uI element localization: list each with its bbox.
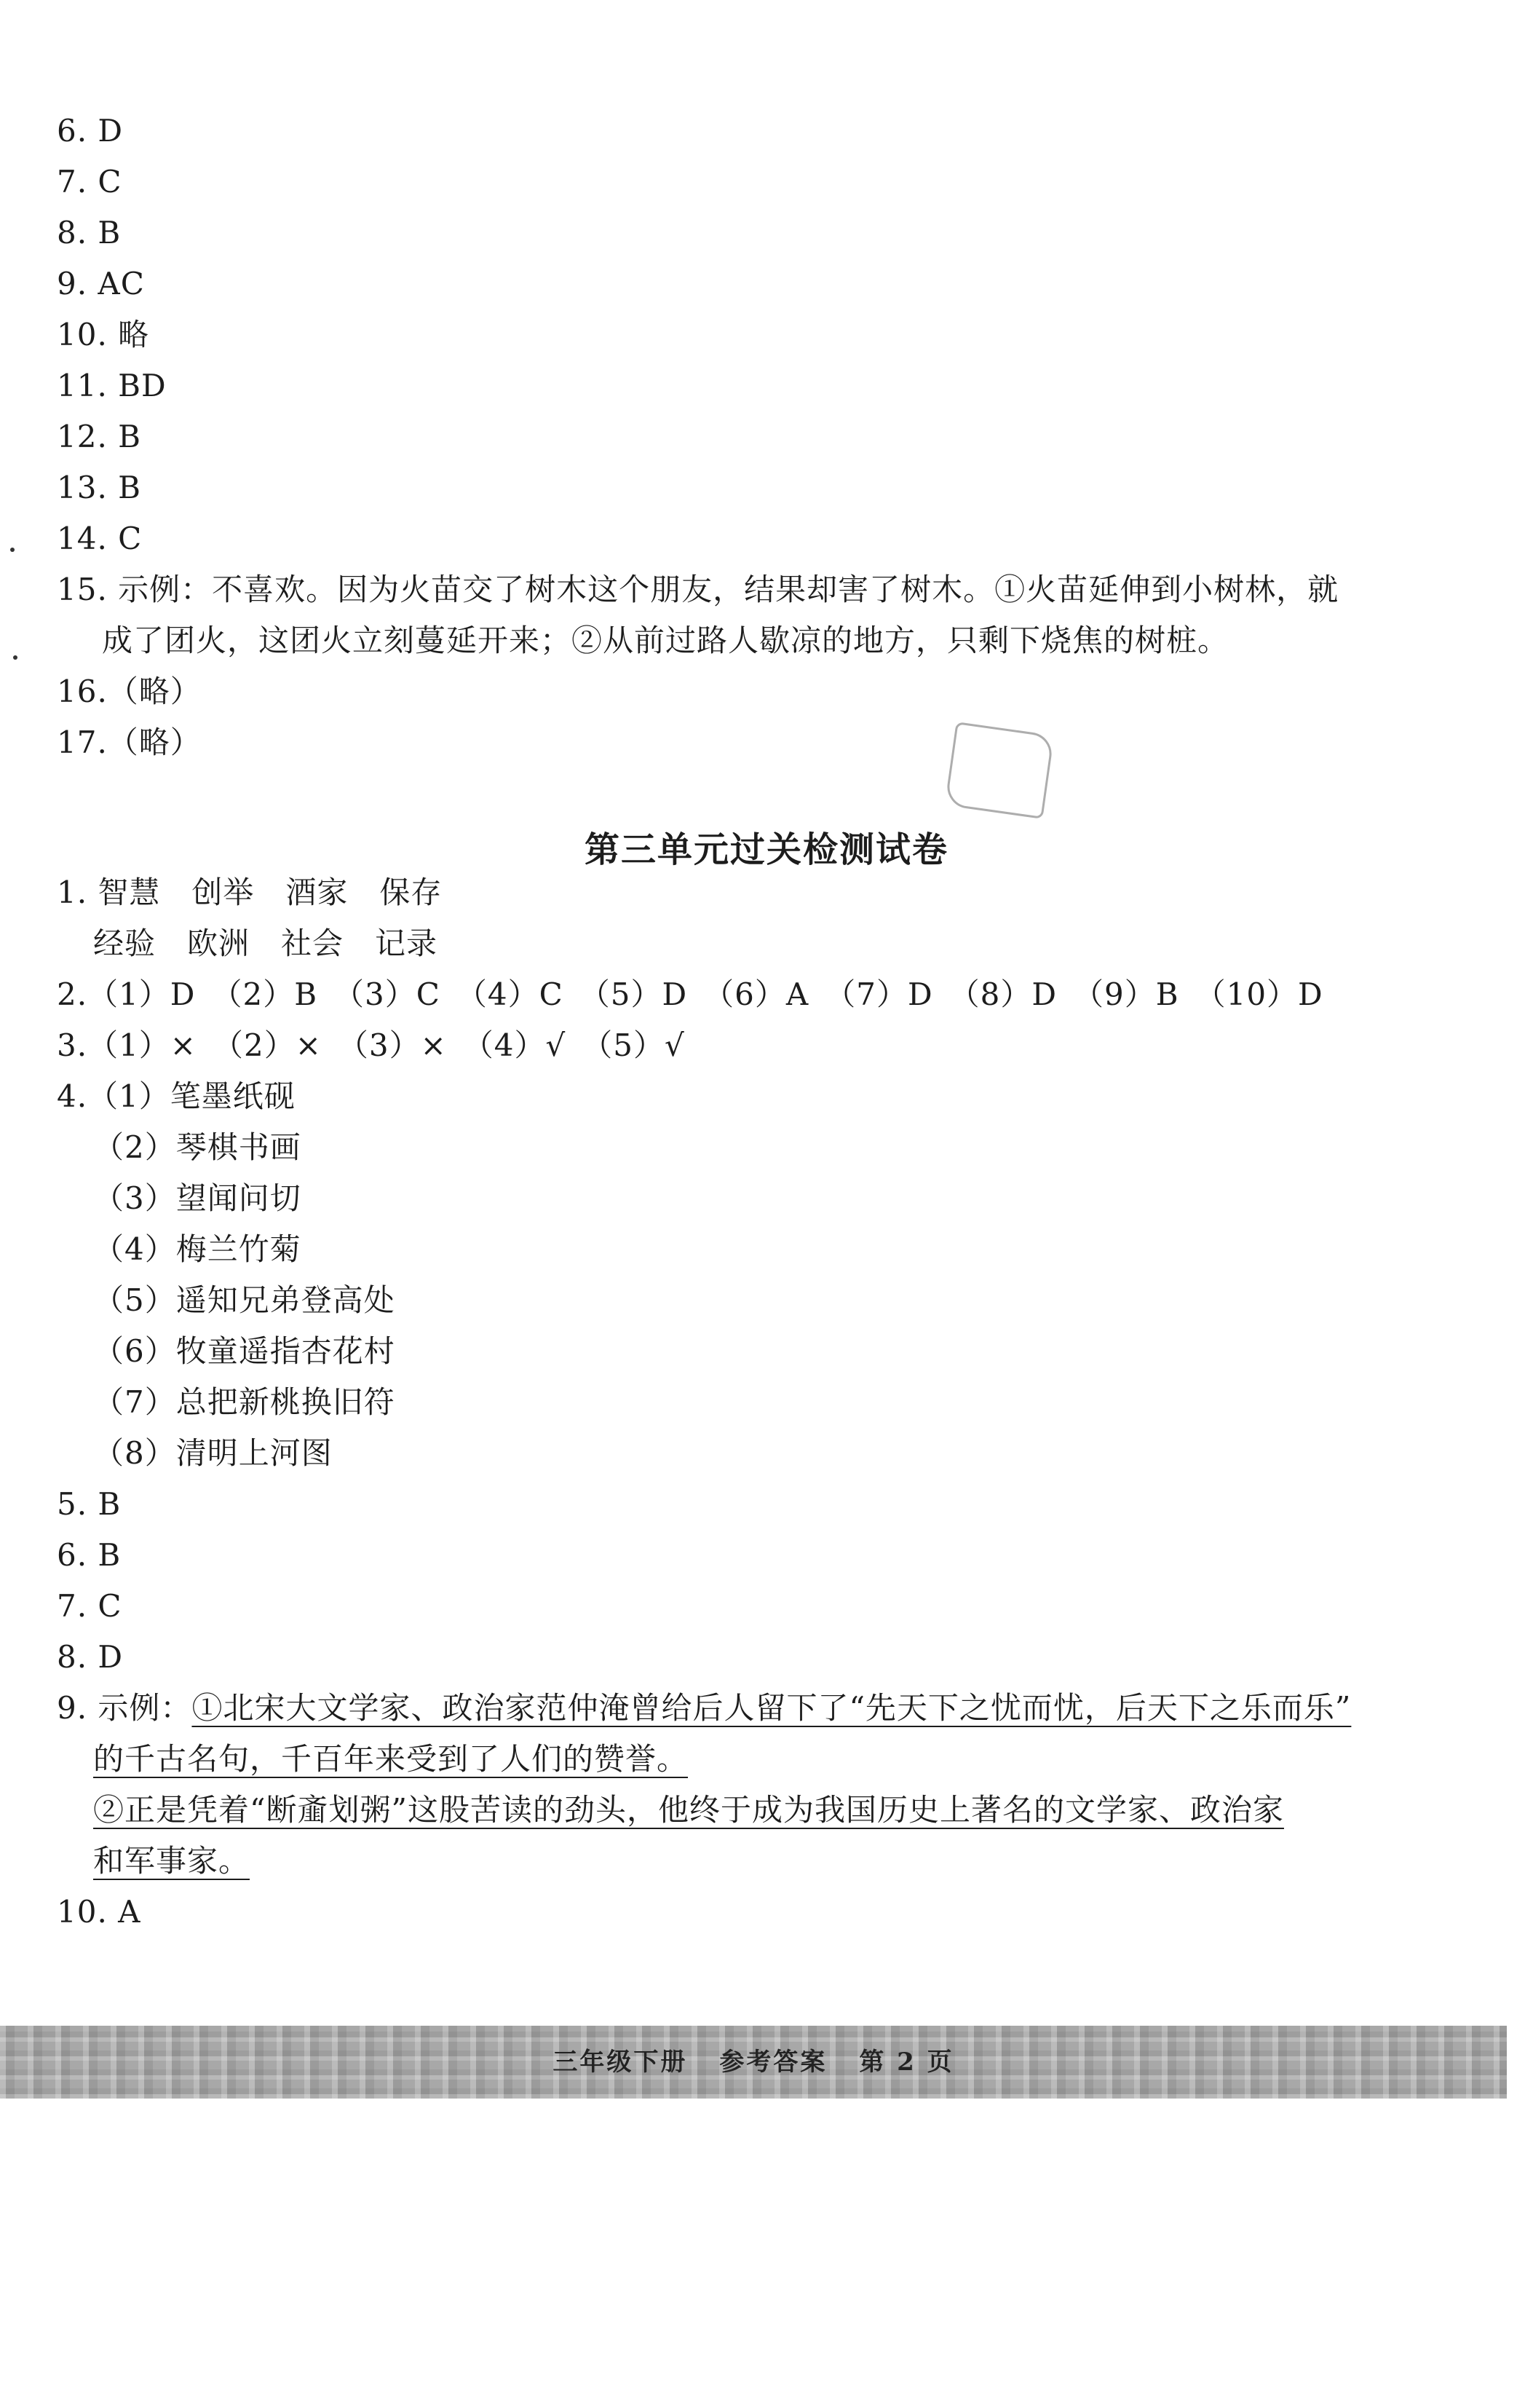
- answer-line: 16.（略）: [57, 674, 202, 709]
- answer-q9-text: ①北宋大文学家、政治家范仲淹曾给后人留下了“先天下之忧而忧，后天下之乐而乐”: [191, 1690, 1352, 1726]
- answer-line: 经验 欧洲 社会 记录: [93, 925, 438, 961]
- answer-line: 10. 略: [57, 317, 150, 352]
- answer-q9-text: ②正是凭着“断齑划粥”这股苦读的劲头，他终于成为我国历史上著名的文学家、政治家: [93, 1792, 1284, 1828]
- watermark-stamp: [945, 722, 1055, 819]
- answer-line: 4.（1）笔墨纸砚: [57, 1078, 296, 1114]
- scan-speck: [13, 655, 17, 660]
- answer-q9-text: 和军事家。: [93, 1843, 250, 1879]
- answer-line: 9. AC: [57, 266, 145, 301]
- answer-line: （7）总把新桃换旧符: [93, 1384, 395, 1420]
- answer-line: 15. 示例：不喜欢。因为火苗交了树木这个朋友，结果却害了树木。①火苗延伸到小树林，就: [57, 572, 1339, 607]
- answer-q9-line1: [57, 1688, 1351, 1729]
- footer-label: 参考答案: [719, 2048, 828, 2077]
- answer-line: 5. B: [57, 1486, 122, 1522]
- answer-line: （6）牧童遥指杏花村: [93, 1333, 395, 1369]
- answer-q9-line2: [93, 1739, 688, 1780]
- answer-line: 12. B: [57, 419, 142, 454]
- answer-line: 7. C: [57, 1588, 122, 1624]
- section-title: 第三单元过关检测试卷: [584, 829, 948, 870]
- answer-line: （5）遥知兄弟登高处: [93, 1282, 395, 1318]
- answer-q9-line3: [93, 1790, 1284, 1831]
- answer-line: 6. D: [57, 113, 124, 149]
- answer-line: （2）琴棋书画: [93, 1129, 301, 1165]
- answer-line: 8. B: [57, 215, 122, 250]
- answer-line: 7. C: [57, 164, 122, 200]
- answer-q9-prefix: 9. 示例：: [57, 1690, 192, 1726]
- answer-line: 2.（1）D （2）B （3）C （4）C （5）D （6）A （7）D （8）D （9）B （10）D: [57, 976, 1323, 1012]
- scan-speck: [10, 548, 15, 552]
- answer-line: 3.（1）× （2）× （3）× （4）√ （5）√: [57, 1027, 685, 1063]
- answer-line: 1. 智慧 创举 酒家 保存: [57, 875, 443, 910]
- answer-line: 14. C: [57, 521, 143, 556]
- answer-q9-text: 的千古名句，千百年来受到了人们的赞誉。: [93, 1741, 689, 1777]
- footer-grade: 三年级下册: [552, 2048, 688, 2077]
- answer-line: 10. A: [57, 1894, 141, 1930]
- answer-line: 8. D: [57, 1639, 124, 1675]
- answer-line: 6. B: [57, 1537, 122, 1573]
- footer-page-number: 第 2 页: [859, 2048, 954, 2077]
- answer-line: （8）清明上河图: [93, 1435, 333, 1471]
- page-footer: [0, 2045, 1507, 2080]
- answer-line: 13. B: [57, 470, 142, 505]
- answer-line: （4）梅兰竹菊: [93, 1231, 301, 1267]
- answer-line: 成了团火，这团火立刻蔓延开来；②从前过路人歇凉的地方，只剩下烧焦的树桩。: [102, 623, 1229, 658]
- answer-line: （3）望闻问切: [93, 1180, 301, 1216]
- answer-q9-line4: [93, 1841, 250, 1882]
- answer-line: 17.（略）: [57, 725, 202, 760]
- answer-line: 11. BD: [57, 368, 167, 403]
